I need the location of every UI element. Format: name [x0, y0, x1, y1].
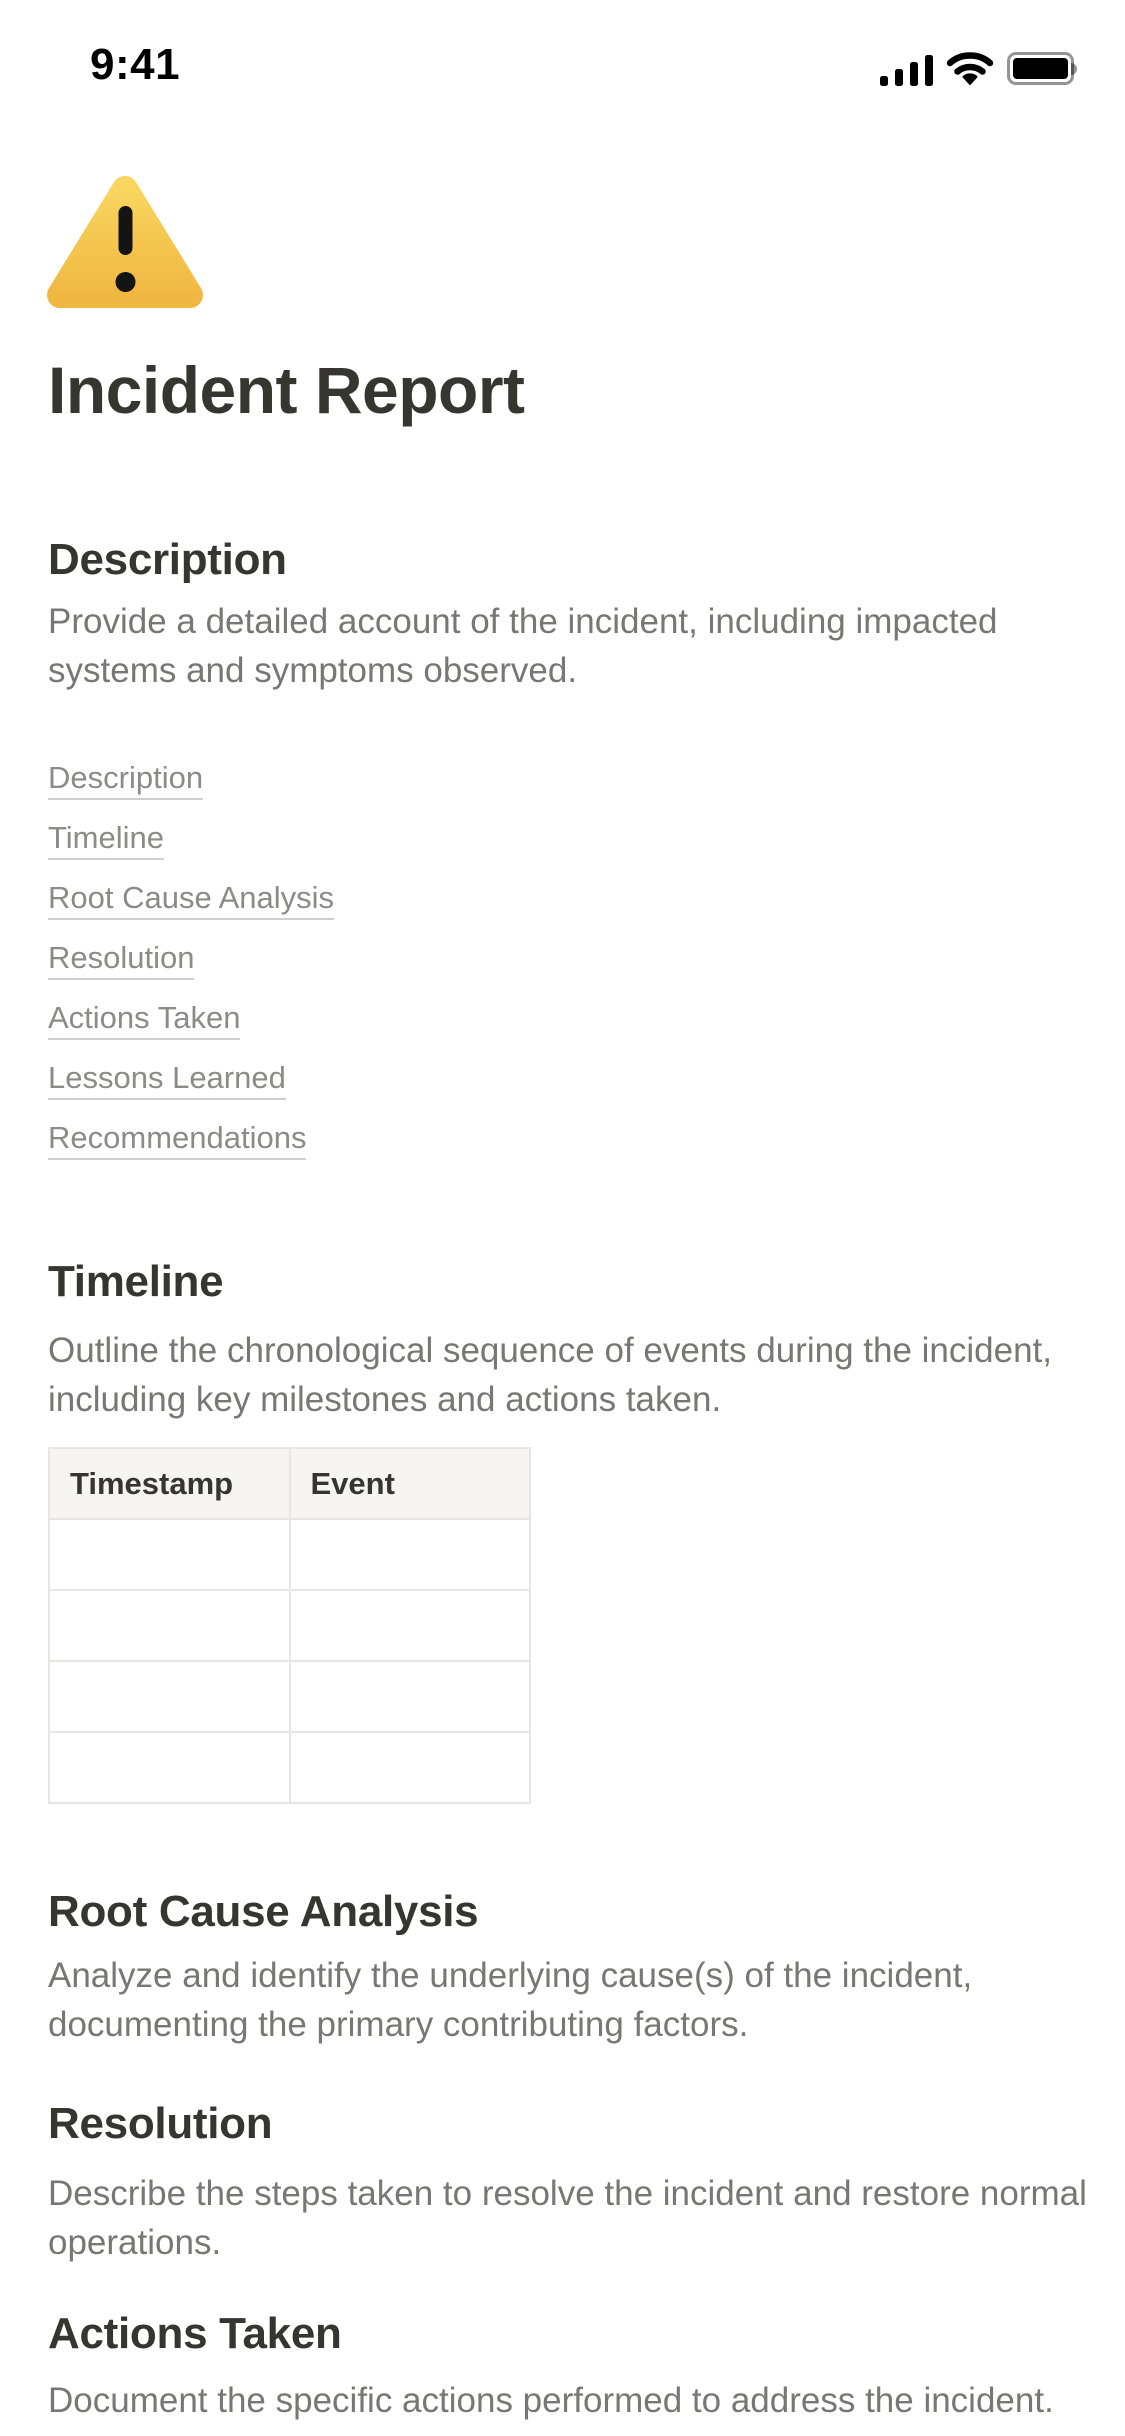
wifi-icon [946, 52, 994, 86]
table-cell[interactable] [49, 1590, 290, 1661]
section-heading-root-cause-analysis: Root Cause Analysis [48, 1887, 479, 1936]
table-cell[interactable] [49, 1732, 290, 1803]
battery-icon [1007, 52, 1081, 86]
status-icons [880, 52, 1086, 86]
toc-link-recommendations[interactable]: Recommendations [48, 1118, 306, 1160]
table-header-timestamp: Timestamp [49, 1448, 290, 1519]
table-cell[interactable] [290, 1519, 531, 1590]
toc-row [48, 998, 1088, 1058]
section-body-resolution: Describe the steps taken to resolve the incident and restore normal operations. [48, 2174, 1087, 2262]
table-cell[interactable] [290, 1590, 531, 1661]
table-cell[interactable] [290, 1732, 531, 1803]
table-header-row [49, 1448, 530, 1519]
table-row [49, 1519, 530, 1590]
section-heading-timeline: Timeline [48, 1257, 224, 1306]
toc-link-actions-taken[interactable]: Actions Taken [48, 998, 240, 1040]
table-cell[interactable] [290, 1661, 531, 1732]
table-header-event: Event [290, 1448, 531, 1519]
toc-row [48, 1118, 1088, 1178]
section-heading-actions-taken: Actions Taken [48, 2309, 342, 2358]
toc-row [48, 938, 1088, 998]
section-body-description: Provide a detailed account of the incident, including impacted systems and symptoms observed. [48, 602, 998, 690]
toc-link-description[interactable]: Description [48, 758, 203, 800]
table-cell[interactable] [49, 1519, 290, 1590]
table-cell[interactable] [49, 1661, 290, 1732]
section-body-root-cause-analysis: Analyze and identify the underlying cause(s) of the incident, documenting the primary contributing factors. [48, 1956, 973, 2044]
warning-icon[interactable] [46, 170, 204, 314]
toc-link-resolution[interactable]: Resolution [48, 938, 194, 980]
section-body-actions-taken: Document the specific actions performed to address the incident. [48, 2381, 1054, 2420]
section-heading-resolution: Resolution [48, 2099, 273, 2148]
status-time: 9:41 [90, 40, 181, 89]
timeline-table [48, 1447, 531, 1804]
toc-row [48, 818, 1088, 878]
section-heading-description: Description [48, 535, 287, 584]
table-row [49, 1732, 530, 1803]
table-row [49, 1590, 530, 1661]
toc-link-timeline[interactable]: Timeline [48, 818, 164, 860]
table-row [49, 1661, 530, 1732]
cellular-signal-icon [880, 54, 933, 86]
toc-links [48, 758, 1088, 1178]
section-body-timeline: Outline the chronological sequence of events during the incident, including key milestones and actions taken. [48, 1331, 1052, 1419]
toc-row [48, 878, 1088, 938]
page-title: Incident Report [48, 353, 525, 427]
toc-link-root-cause-analysis[interactable]: Root Cause Analysis [48, 878, 334, 920]
toc-row [48, 758, 1088, 818]
toc-link-lessons-learned[interactable]: Lessons Learned [48, 1058, 286, 1100]
toc-row [48, 1058, 1088, 1118]
